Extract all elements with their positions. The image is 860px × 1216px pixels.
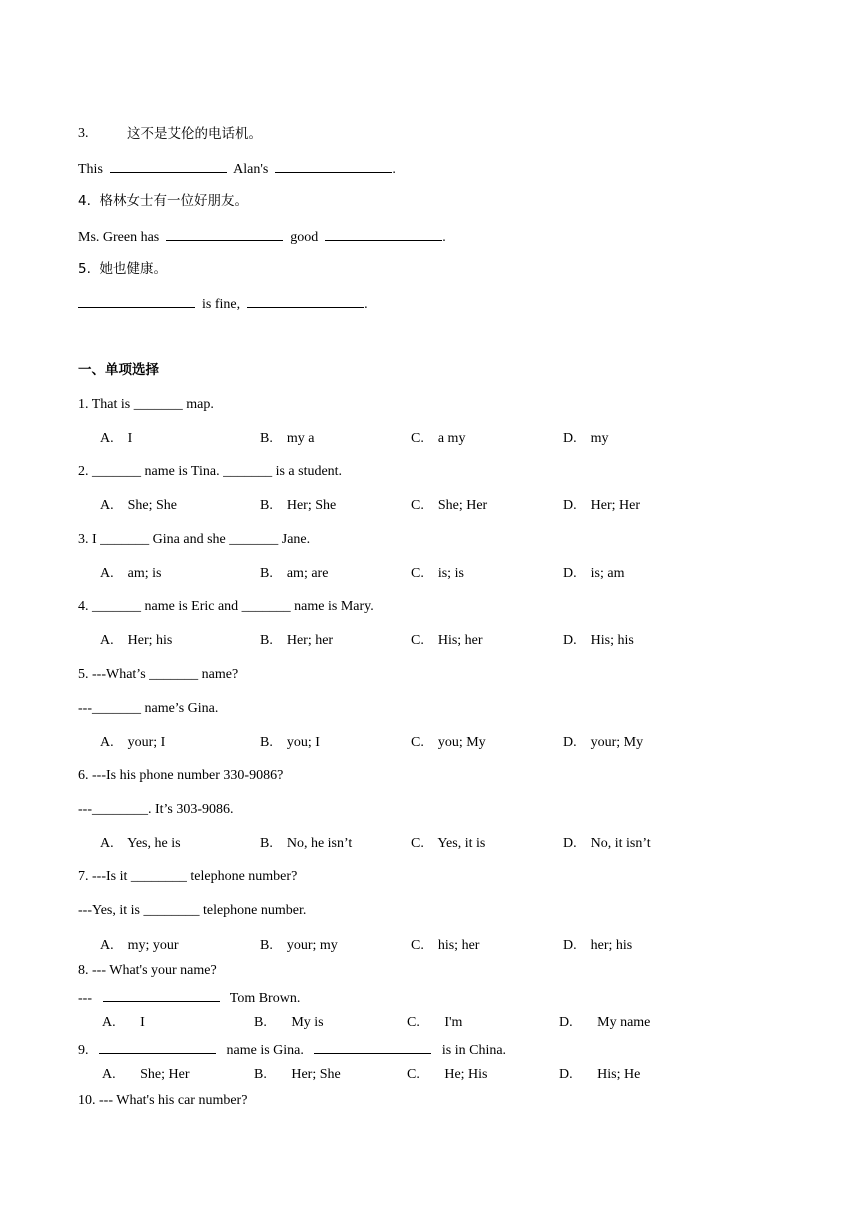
- question-stem: [78, 1040, 506, 1060]
- option-label: C.: [411, 836, 424, 851]
- option-text: my a: [286, 431, 315, 446]
- option-b[interactable]: [260, 565, 328, 583]
- option-label: A.: [100, 498, 114, 513]
- question-stem: 10. --- What's his car number?: [78, 1093, 248, 1108]
- dialogue-dash: ---: [78, 991, 92, 1006]
- option-a[interactable]: [100, 565, 161, 583]
- option-a[interactable]: [100, 497, 177, 515]
- option-a[interactable]: [102, 1066, 190, 1084]
- q9-end: is in China.: [441, 1043, 507, 1058]
- option-label: D.: [563, 498, 577, 513]
- question-stem-line2: ---_______ name’s Gina.: [78, 701, 219, 716]
- option-label: A.: [100, 836, 114, 851]
- question-stem: 7. ---Is it ________ telephone number?: [78, 869, 298, 884]
- question-stem-line2: ---Yes, it is ________ telephone number.: [78, 903, 307, 918]
- option-a[interactable]: [102, 1014, 145, 1032]
- option-text: Her; his: [127, 633, 173, 648]
- answer-blank[interactable]: [166, 227, 283, 241]
- option-text: His; his: [590, 633, 634, 648]
- option-a[interactable]: [100, 937, 179, 955]
- option-a[interactable]: [100, 632, 172, 650]
- question-stem: 4. _______ name is Eric and _______ name is Mary.: [78, 599, 374, 614]
- option-c[interactable]: [411, 937, 479, 955]
- option-text: Yes, he is: [127, 836, 181, 851]
- option-text: is; is: [437, 566, 464, 581]
- question-stem: 1. That is _______ map.: [78, 397, 214, 412]
- question-stem: 6. ---Is his phone number 330-9086?: [78, 768, 284, 783]
- translation-q4-chinese: 4. 格林女士有一位好朋友。: [78, 193, 248, 209]
- option-text: her; his: [590, 938, 633, 953]
- option-label: C.: [411, 735, 424, 750]
- option-label: C.: [411, 566, 424, 581]
- translation-q3-number: 3.: [78, 126, 89, 141]
- option-text: Her; her: [286, 633, 334, 648]
- option-d[interactable]: [563, 937, 632, 955]
- translation-q4-english: [78, 227, 446, 247]
- option-text: you; My: [437, 735, 486, 750]
- option-text: He; His: [444, 1067, 488, 1082]
- option-label: A.: [102, 1067, 116, 1082]
- translation-q3-chinese: 这不是艾伦的电话机。: [127, 126, 262, 142]
- answer-blank[interactable]: [314, 1040, 431, 1054]
- option-d[interactable]: [563, 734, 643, 752]
- option-text: My name: [597, 1015, 651, 1030]
- option-label: C.: [411, 938, 424, 953]
- question-stem-line2: [78, 988, 300, 1008]
- answer-blank[interactable]: [103, 988, 220, 1002]
- option-text: She; Her: [140, 1067, 190, 1082]
- option-d[interactable]: [563, 835, 651, 853]
- answer-blank[interactable]: [247, 294, 364, 308]
- option-label: B.: [254, 1015, 267, 1030]
- q4-words-ms-green-has: Ms. Green has: [78, 230, 160, 245]
- option-text: is; am: [590, 566, 625, 581]
- option-label: B.: [260, 498, 273, 513]
- option-label: D.: [559, 1067, 573, 1082]
- option-text: your; my: [286, 938, 338, 953]
- option-text: No, it isn’t: [590, 836, 651, 851]
- option-c[interactable]: [411, 835, 485, 853]
- question-stem-line2: ---________. It’s 303-9086.: [78, 802, 234, 817]
- option-text: I: [127, 431, 133, 446]
- option-text: his; her: [437, 938, 480, 953]
- option-b[interactable]: [260, 937, 338, 955]
- option-d[interactable]: [563, 497, 640, 515]
- option-label: A.: [100, 938, 114, 953]
- option-label: B.: [260, 735, 273, 750]
- option-c[interactable]: [411, 430, 465, 448]
- option-label: A.: [100, 633, 114, 648]
- q9-middle: name is Gina.: [226, 1043, 304, 1058]
- option-label: B.: [260, 633, 273, 648]
- option-text: your; My: [590, 735, 644, 750]
- option-b[interactable]: [260, 835, 352, 853]
- option-label: C.: [411, 633, 424, 648]
- question-stem: 3. I _______ Gina and she _______ Jane.: [78, 532, 311, 547]
- option-text: my; your: [127, 938, 179, 953]
- option-text: Yes, it is: [437, 836, 486, 851]
- option-text: No, he isn’t: [286, 836, 353, 851]
- option-a[interactable]: [100, 835, 181, 853]
- q3-word-this: This: [78, 162, 103, 177]
- option-text: My is: [291, 1015, 324, 1030]
- option-label: A.: [100, 566, 114, 581]
- option-label: D.: [563, 566, 577, 581]
- option-text: Her; She: [286, 498, 337, 513]
- q8-answer-name: Tom Brown.: [229, 991, 301, 1006]
- answer-blank[interactable]: [275, 159, 392, 173]
- option-text: a my: [437, 431, 466, 446]
- option-a[interactable]: [100, 734, 165, 752]
- option-text: am; is: [127, 566, 162, 581]
- option-text: His; He: [597, 1067, 641, 1082]
- option-d[interactable]: [563, 565, 624, 583]
- translation-q3-english: [78, 159, 396, 179]
- option-label: D.: [559, 1015, 573, 1030]
- option-c[interactable]: [411, 734, 486, 752]
- option-label: A.: [100, 735, 114, 750]
- option-c[interactable]: [411, 632, 483, 650]
- option-label: A.: [102, 1015, 116, 1030]
- option-text: She; She: [127, 498, 178, 513]
- option-label: D.: [563, 735, 577, 750]
- option-label: D.: [563, 431, 577, 446]
- answer-blank[interactable]: [325, 227, 442, 241]
- q3-period: .: [392, 162, 396, 177]
- q4-word-good: good: [290, 230, 319, 245]
- option-b[interactable]: [260, 497, 336, 515]
- option-label: B.: [260, 836, 273, 851]
- answer-blank[interactable]: [99, 1040, 216, 1054]
- option-label: D.: [563, 836, 577, 851]
- option-d[interactable]: [563, 632, 634, 650]
- option-text: She; Her: [437, 498, 488, 513]
- option-d[interactable]: [559, 1014, 650, 1032]
- option-label: C.: [411, 498, 424, 513]
- option-text: I'm: [444, 1015, 463, 1030]
- option-text: my: [590, 431, 609, 446]
- q5-words-is-fine: is fine,: [202, 297, 241, 312]
- option-b[interactable]: [260, 734, 320, 752]
- option-c[interactable]: [407, 1014, 462, 1032]
- question-stem: 2. _______ name is Tina. _______ is a student.: [78, 464, 343, 479]
- option-label: C.: [411, 431, 424, 446]
- option-b[interactable]: [254, 1066, 341, 1084]
- option-d[interactable]: [563, 430, 609, 448]
- option-d[interactable]: [559, 1066, 640, 1084]
- option-label: C.: [407, 1067, 420, 1082]
- option-label: D.: [563, 938, 577, 953]
- option-text: Her; Her: [590, 498, 640, 513]
- translation-q5-chinese: 5. 她也健康。: [78, 261, 167, 277]
- q3-word-alans: Alan's: [233, 162, 269, 177]
- option-text: His; her: [437, 633, 483, 648]
- question-stem: 8. --- What's your name?: [78, 963, 217, 978]
- option-b[interactable]: [254, 1014, 324, 1032]
- option-label: A.: [100, 431, 114, 446]
- q4-period: .: [442, 230, 446, 245]
- translation-q5-english: [78, 294, 368, 314]
- option-a[interactable]: [100, 430, 132, 448]
- option-c[interactable]: [411, 565, 464, 583]
- option-text: I: [140, 1015, 145, 1030]
- option-label: B.: [260, 431, 273, 446]
- answer-blank[interactable]: [78, 294, 195, 308]
- option-label: D.: [563, 633, 577, 648]
- question-stem: 5. ---What’s _______ name?: [78, 667, 239, 682]
- option-label: B.: [254, 1067, 267, 1082]
- option-label: C.: [407, 1015, 420, 1030]
- option-b[interactable]: [260, 430, 314, 448]
- option-text: am; are: [286, 566, 329, 581]
- answer-blank[interactable]: [110, 159, 227, 173]
- q5-period: .: [364, 297, 368, 312]
- option-c[interactable]: [411, 497, 487, 515]
- option-text: you; I: [286, 735, 320, 750]
- option-c[interactable]: [407, 1066, 488, 1084]
- option-b[interactable]: [260, 632, 333, 650]
- option-text: Her; She: [291, 1067, 341, 1082]
- option-label: B.: [260, 938, 273, 953]
- q9-number: 9.: [78, 1043, 89, 1058]
- section-title: 一、单项选择: [78, 362, 159, 378]
- option-label: B.: [260, 566, 273, 581]
- option-text: your; I: [127, 735, 166, 750]
